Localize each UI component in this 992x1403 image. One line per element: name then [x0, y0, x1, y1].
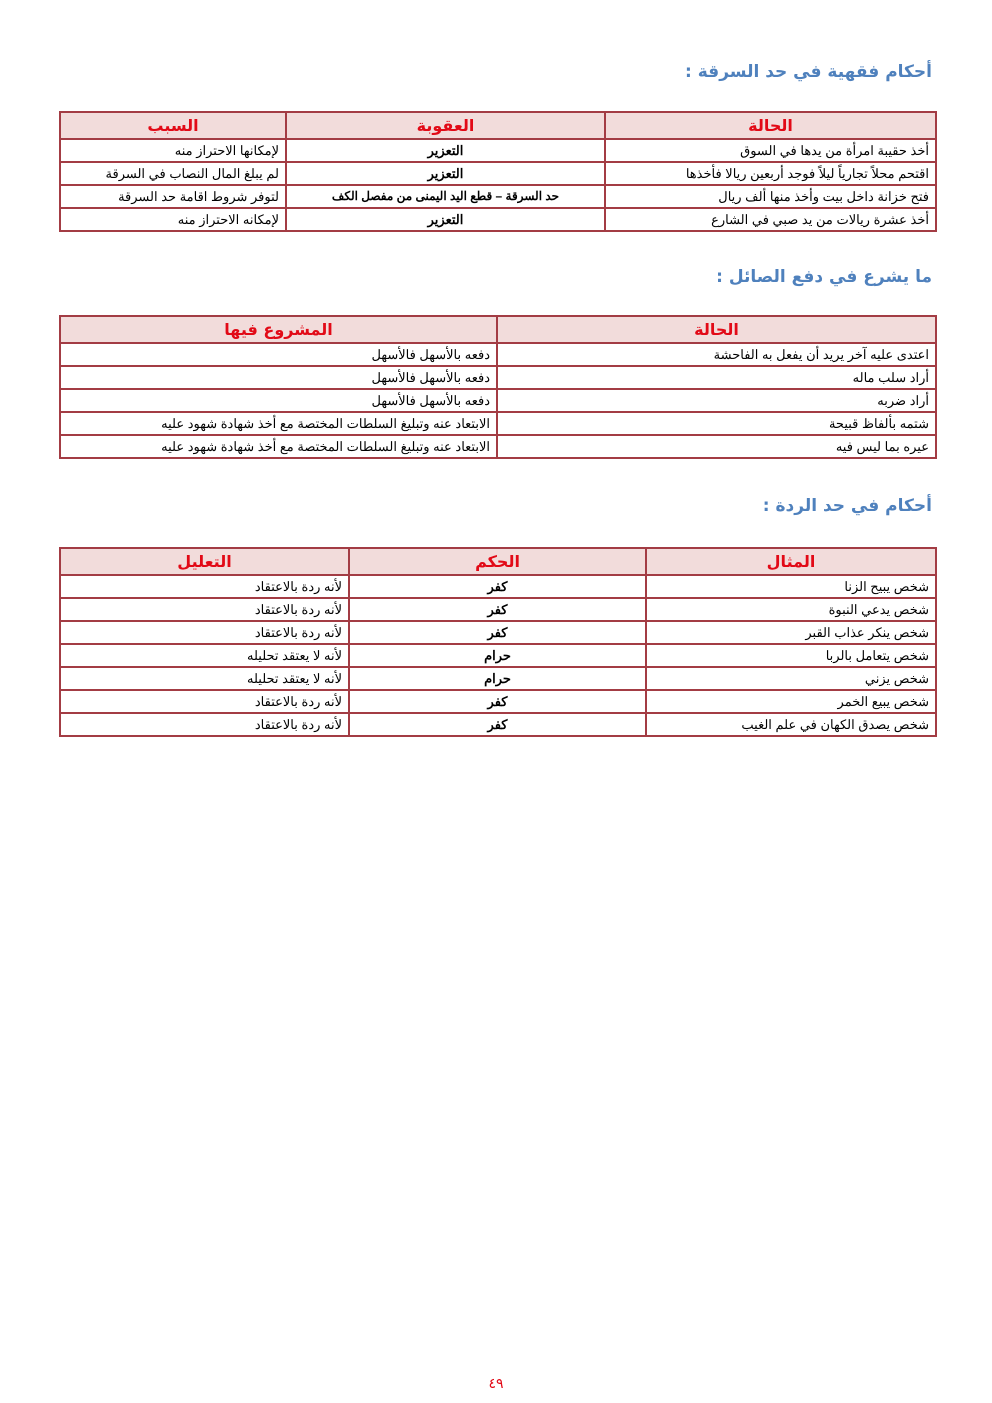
- table-row: [60, 389, 936, 412]
- ruling-cell: حرام: [349, 644, 646, 667]
- column-header: العقوبة: [286, 112, 605, 139]
- table-row: [60, 185, 936, 208]
- case-cell: فتح خزانة داخل بيت وأخذ منها ألف ريال: [605, 185, 936, 208]
- rationale-cell: لأنه لا يعتقد تحليله: [60, 667, 349, 690]
- example-cell: شخص يبيح الزنا: [646, 575, 936, 598]
- defense-section-title: ما يشرع في دفع الصائل :: [716, 267, 932, 287]
- defense-table: [59, 315, 937, 459]
- punishment-cell: حد السرقة – قطع اليد اليمنى من مفصل الكف: [286, 185, 605, 208]
- example-cell: شخص يزني: [646, 667, 936, 690]
- lawful-action-cell: دفعه بالأسهل فالأسهل: [60, 389, 497, 412]
- punishment-cell: التعزير: [286, 208, 605, 231]
- column-header: السبب: [60, 112, 286, 139]
- rationale-cell: لأنه لا يعتقد تحليله: [60, 644, 349, 667]
- example-cell: شخص يتعامل بالربا: [646, 644, 936, 667]
- table-row: [60, 366, 936, 389]
- theft-table: [59, 111, 937, 232]
- table-row: [60, 644, 936, 667]
- column-header: التعليل: [60, 548, 349, 575]
- reason-cell: لتوفر شروط اقامة حد السرقة: [60, 185, 286, 208]
- table-row: [60, 208, 936, 231]
- ruling-cell: كفر: [349, 598, 646, 621]
- table-row: [60, 621, 936, 644]
- case-cell: أخذ عشرة ريالات من يد صبي في الشارع: [605, 208, 936, 231]
- table-row: [60, 162, 936, 185]
- rationale-cell: لأنه ردة بالاعتقاد: [60, 621, 349, 644]
- table-row: [60, 713, 936, 736]
- punishment-cell: التعزير: [286, 139, 605, 162]
- reason-cell: لإمكانه الاحتراز منه: [60, 208, 286, 231]
- page-number: ٤٩: [488, 1376, 504, 1392]
- ruling-cell: كفر: [349, 713, 646, 736]
- table-header-row: [60, 548, 936, 575]
- ruling-cell: كفر: [349, 621, 646, 644]
- example-cell: شخص يبيع الخمر: [646, 690, 936, 713]
- case-cell: عيره بما ليس فيه: [497, 435, 936, 458]
- table-header-row: [60, 316, 936, 343]
- apostasy-section-title: أحكام في حد الردة :: [762, 496, 932, 516]
- rationale-cell: لأنه ردة بالاعتقاد: [60, 598, 349, 621]
- case-cell: شتمه بألفاظ قبيحة: [497, 412, 936, 435]
- reason-cell: لإمكانها الاحتراز منه: [60, 139, 286, 162]
- table-row: [60, 667, 936, 690]
- lawful-action-cell: الابتعاد عنه وتبليغ السلطات المختصة مع أخذ شهادة شهود عليه: [60, 435, 497, 458]
- column-header: الحالة: [605, 112, 936, 139]
- table-row: [60, 690, 936, 713]
- table-row: [60, 598, 936, 621]
- example-cell: شخص يدعي النبوة: [646, 598, 936, 621]
- reason-cell: لم يبلغ المال النصاب في السرقة: [60, 162, 286, 185]
- case-cell: أخذ حقيبة امرأة من يدها في السوق: [605, 139, 936, 162]
- apostasy-table: [59, 547, 937, 737]
- theft-section-title: أحكام فقهية في حد السرقة :: [685, 62, 932, 82]
- ruling-cell: كفر: [349, 690, 646, 713]
- example-cell: شخص ينكر عذاب القبر: [646, 621, 936, 644]
- lawful-action-cell: دفعه بالأسهل فالأسهل: [60, 343, 497, 366]
- column-header: المثال: [646, 548, 936, 575]
- table-header-row: [60, 112, 936, 139]
- table-row: [60, 343, 936, 366]
- case-cell: أراد سلب ماله: [497, 366, 936, 389]
- case-cell: اقتحم محلاً تجارياً ليلاً فوجد أربعين ريالا فأخذها: [605, 162, 936, 185]
- table-row: [60, 412, 936, 435]
- ruling-cell: حرام: [349, 667, 646, 690]
- lawful-action-cell: دفعه بالأسهل فالأسهل: [60, 366, 497, 389]
- rationale-cell: لأنه ردة بالاعتقاد: [60, 575, 349, 598]
- case-cell: أراد ضربه: [497, 389, 936, 412]
- table-row: [60, 435, 936, 458]
- rationale-cell: لأنه ردة بالاعتقاد: [60, 713, 349, 736]
- example-cell: شخص يصدق الكهان في علم الغيب: [646, 713, 936, 736]
- table-row: [60, 139, 936, 162]
- case-cell: اعتدى عليه آخر يريد أن يفعل به الفاحشة: [497, 343, 936, 366]
- rationale-cell: لأنه ردة بالاعتقاد: [60, 690, 349, 713]
- column-header: الحكم: [349, 548, 646, 575]
- column-header: المشروع فيها: [60, 316, 497, 343]
- column-header: الحالة: [497, 316, 936, 343]
- ruling-cell: كفر: [349, 575, 646, 598]
- table-row: [60, 575, 936, 598]
- lawful-action-cell: الابتعاد عنه وتبليغ السلطات المختصة مع أخذ شهادة شهود عليه: [60, 412, 497, 435]
- punishment-cell: التعزير: [286, 162, 605, 185]
